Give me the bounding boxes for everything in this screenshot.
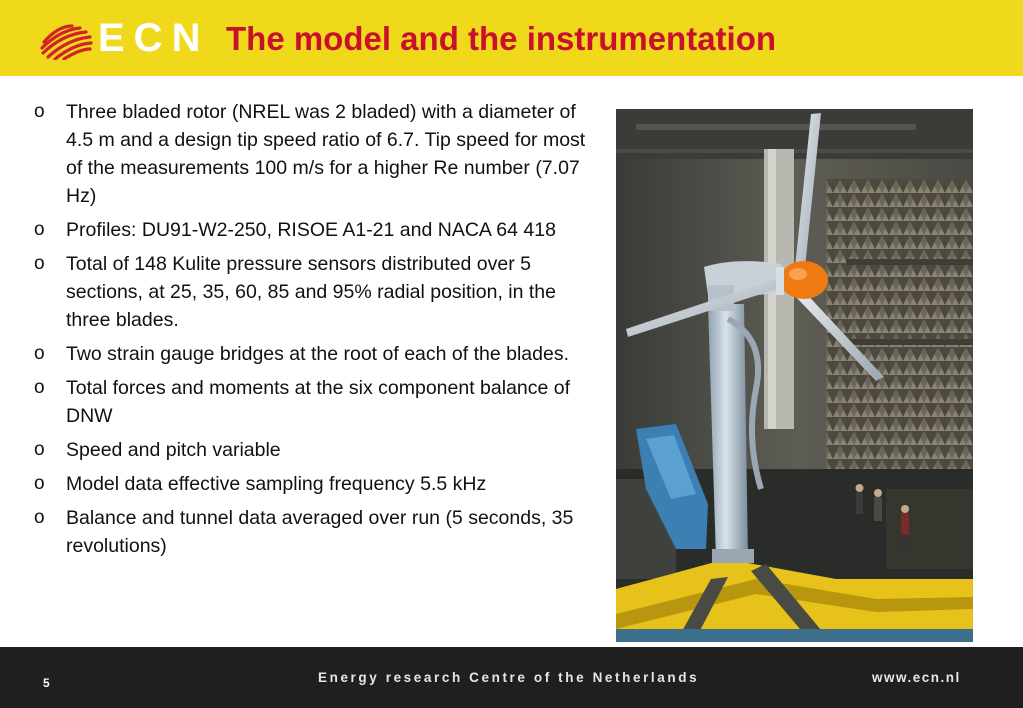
header-bar (0, 0, 1023, 76)
wind-turbine-photo (616, 109, 973, 642)
spinner-hub (780, 261, 828, 299)
list-item (32, 436, 592, 464)
list-item (32, 470, 592, 498)
bullet-marker: o (34, 253, 45, 274)
list-item (32, 98, 592, 210)
logo-text: ECN (98, 16, 210, 60)
list-item (32, 504, 592, 560)
page-title: The model and the instrumentation (226, 20, 777, 57)
bullet-marker: o (34, 507, 45, 528)
wind-turbine-illustration (616, 109, 973, 642)
list-item (32, 216, 592, 244)
list-item-text: Balance and tunnel data averaged over run (5 seconds, 35 revolutions) (66, 507, 574, 557)
list-item-text: Three bladed rotor (NREL was 2 bladed) with a diameter of 4.5 m and a design tip speed ratio of 6.7. Tip speed for most of the measurements 100 m/s for a higher Re number (7.07 Hz) (66, 101, 586, 207)
list-item-text: Speed and pitch variable (66, 439, 281, 461)
list-item-text: Profiles: DU91-W2-250, RISOE A1-21 and NACA 64 418 (66, 219, 556, 241)
bullet-marker: o (34, 377, 45, 398)
footer-bar (0, 647, 1023, 708)
list-item-text: Model data effective sampling frequency 5.5 kHz (66, 473, 487, 495)
acoustic-foam-wall (826, 179, 973, 479)
bullet-marker: o (34, 219, 45, 240)
bullet-marker: o (34, 343, 45, 364)
ecn-logo[interactable] (38, 18, 208, 64)
website-link[interactable]: www.ecn.nl (872, 670, 961, 685)
bullet-marker: o (34, 101, 45, 122)
bullet-marker: o (34, 439, 45, 460)
page-number: 5 (43, 676, 50, 690)
bullet-list (32, 98, 592, 560)
ecn-logo-mark-icon (38, 20, 94, 60)
list-item (32, 340, 592, 368)
organization-name: Energy research Centre of the Netherlands (318, 670, 700, 685)
bullet-marker: o (34, 473, 45, 494)
bullet-list-container (32, 98, 592, 566)
list-item-text: Two strain gauge bridges at the root of each of the blades. (66, 343, 569, 365)
list-item-text: Total of 148 Kulite pressure sensors distributed over 5 sections, at 25, 35, 60, 85 and 95% radial position, in the three blades. (66, 253, 556, 331)
list-item (32, 250, 592, 334)
list-item (32, 374, 592, 430)
list-item-text: Total forces and moments at the six component balance of DNW (66, 377, 571, 427)
